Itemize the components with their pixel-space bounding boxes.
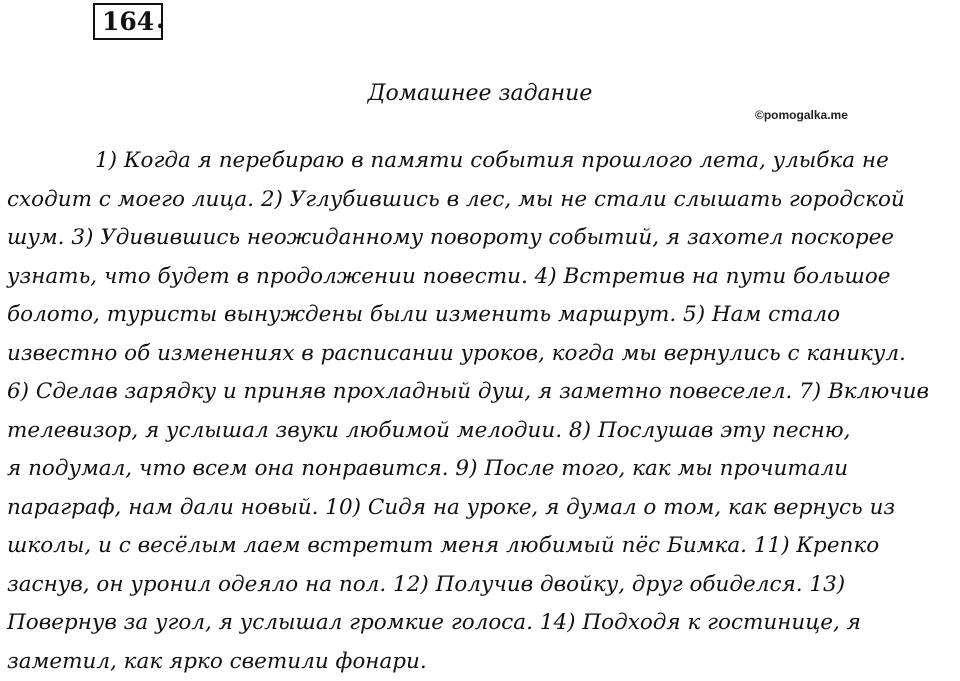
exercise-text: [7, 142, 947, 681]
text-line: заметил, как ярко светили фонари.: [7, 643, 947, 681]
text-line: сходит с моего лица. 2) Углубившись в лес, мы не стали слышать городской: [7, 181, 947, 220]
text-line: параграф, нам дали новый. 10) Сидя на уроке, я думал о том, как вернусь из: [7, 489, 947, 528]
exercise-number-dot: .: [156, 3, 165, 36]
text-line: телевизор, я услышал звуки любимой мелодии. 8) Послушав эту песню,: [7, 412, 947, 451]
watermark: ©pomogalka.me: [755, 108, 848, 122]
page-title: Домашнее задание: [0, 81, 960, 106]
text-line: я подумал, что всем она понравится. 9) После того, как мы прочитали: [7, 450, 947, 489]
text-line: 1) Когда я перебираю в памяти события прошлого лета, улыбка не: [7, 142, 947, 181]
text-line: заснув, он уронил одеяло на пол. 12) Получив двойку, друг обиделся. 13): [7, 566, 947, 605]
text-line: болото, туристы вынуждены были изменить маршрут. 5) Нам стало: [7, 296, 947, 335]
text-line: шум. 3) Удивившись неожиданному повороту событий, я захотел поскорее: [7, 219, 947, 258]
text-line: известно об изменениях в расписании уроков, когда мы вернулись с каникул.: [7, 335, 947, 374]
exercise-number: 164: [93, 3, 163, 40]
text-line: узнать, что будет в продолжении повести. 4) Встретив на пути большое: [7, 258, 947, 297]
text-line: 6) Сделав зарядку и приняв прохладный душ, я заметно повеселел. 7) Включив: [7, 373, 947, 412]
text-line: Повернув за угол, я услышал громкие голоса. 14) Подходя к гостинице, я: [7, 604, 947, 643]
text-line: школы, и с весёлым лаем встретит меня любимый пёс Бимка. 11) Крепко: [7, 527, 947, 566]
